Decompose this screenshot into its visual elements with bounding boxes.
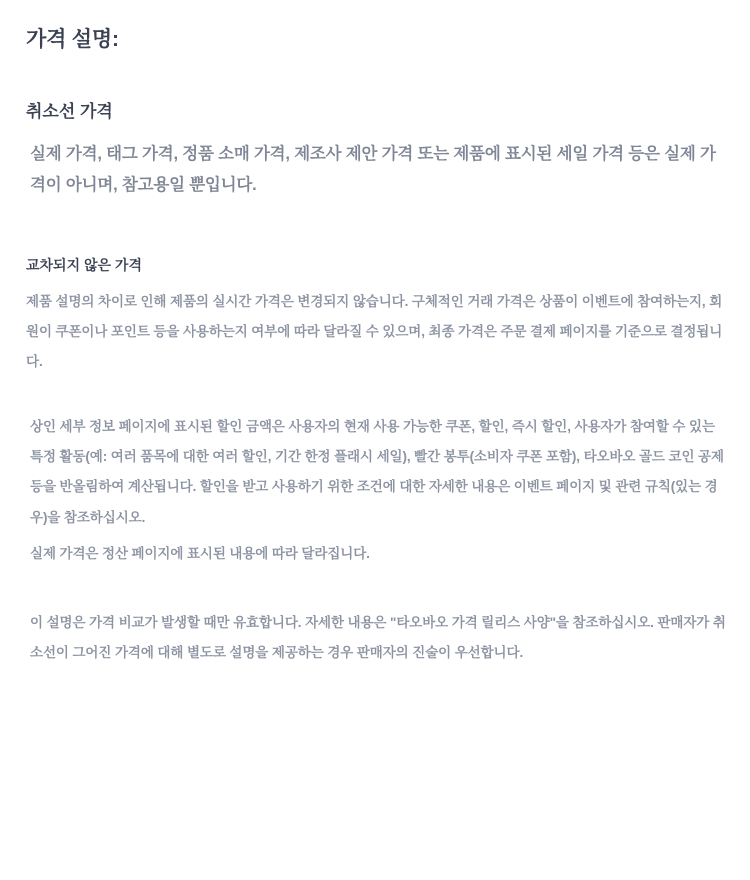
page-title: 가격 설명: bbox=[26, 28, 119, 51]
section-heading-strikethrough-price: 취소선 가격 bbox=[26, 102, 113, 122]
sub-heading-non-crossed-price: 교차되지 않은 가격 bbox=[26, 257, 142, 274]
body-paragraph-2: 상인 세부 정보 페이지에 표시된 할인 금액은 사용자의 현재 사용 가능한 쿠폰, 할인, 즉시 할인, 사용자가 참여할 수 있는 특정 활동(예: 여러 품목에 대한 여러 할인, 기간 한정 플래시 세일), 빨간 봉투(소비자 쿠폰 포함), 타오바오 골드 코인 공제 등을 반올림하여 계산됩니다. 할인을 받고 사용하기 위한 조건에 대한 자세한 내용은 이벤트 페이지 및 관련 규칙(있는 경우)을 참조하십시오. bbox=[30, 418, 724, 525]
body-paragraph-1: 제품 설명의 차이로 인해 제품의 실시간 가격은 변경되지 않습니다. 구체적인 거래 가격은 상품이 이벤트에 참여하는지, 회원이 쿠폰이나 포인트 등을 사용하는지 여부에 따라 달라질 수 있으며, 최종 가격은 주문 결제 페이지를 기준으로 결정됩니다. bbox=[26, 293, 723, 370]
body-paragraph-3: 실제 가격은 정산 페이지에 표시된 내용에 따라 달라집니다. bbox=[30, 546, 370, 562]
lead-paragraph: 실제 가격, 태그 가격, 정품 소매 가격, 제조사 제안 가격 또는 제품에 표시된 세일 가격 등은 실제 가격이 아니며, 참고용일 뿐입니다. bbox=[30, 145, 716, 194]
body-paragraph-4: 이 설명은 가격 비교가 발생할 때만 유효합니다. 자세한 내용은 "타오바오 가격 릴리스 사양"을 참조하십시오. 판매자가 취소선이 그어진 가격에 대해 별도로 설명을 제공하는 경우 판매자의 진술이 우선합니다. bbox=[30, 614, 726, 660]
